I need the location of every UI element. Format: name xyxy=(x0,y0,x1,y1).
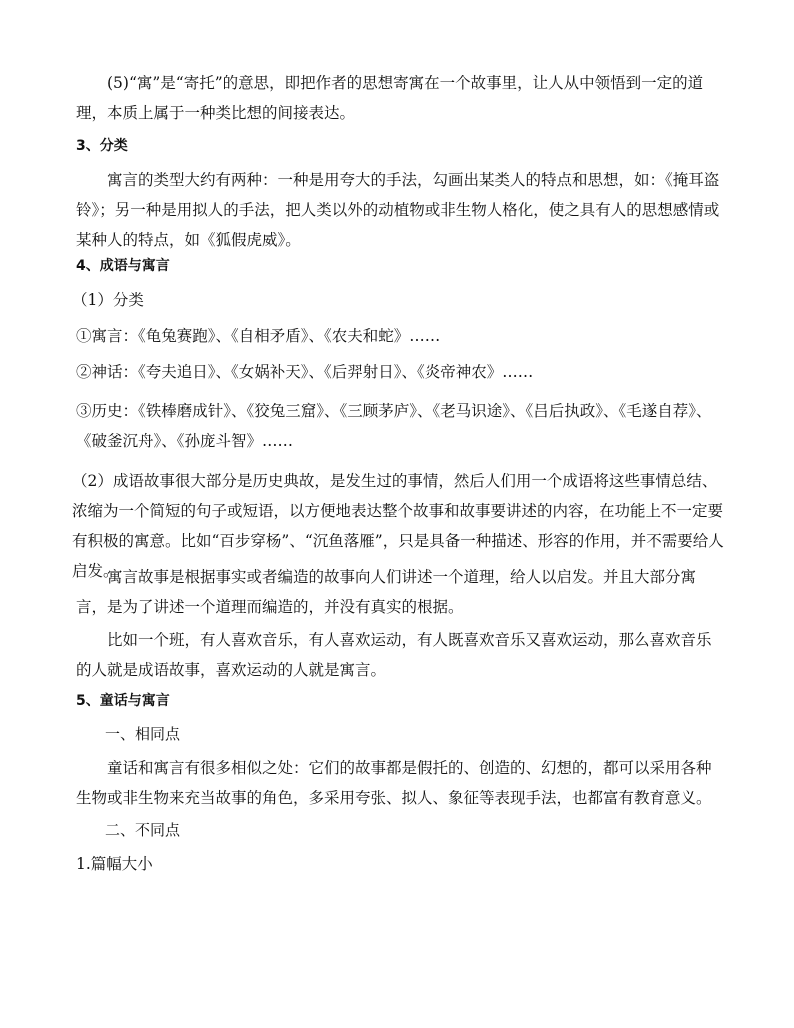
section-5-sub-2: 二、不同点 xyxy=(105,821,181,839)
section-4-sub-1: （1）分类 xyxy=(72,291,144,309)
section-5-heading: 5、童话与寓言 xyxy=(76,693,170,709)
section-5-sub-1: 一、相同点 xyxy=(105,725,181,743)
section-4-paragraph-2: 寓言故事是根据事实或者编造的故事向人们讲述一个道理，给人以启发。并且大部分寓言，是为了讲述一个道理而编造的，并没有真实的根据。 xyxy=(76,568,697,616)
section-4-sub-2: （2）成语故事很大部分是历史典故，是发生过的事情，然后人们用一个成语将这些事情总结、浓缩为一个简短的句子或短语，以方便地表达整个故事和故事要讲述的内容，在功能上不一定要有积极的寓意。比如“百步穿杨”、“沉鱼落雁”，只是具备一种描述、形容的作用，并不需要给人启发。 xyxy=(72,472,724,580)
section-5-item-1: 1.篇幅大小 xyxy=(76,855,153,873)
list-item-history: ③历史：《铁棒磨成针》、《狡兔三窟》、《三顾茅庐》、《老马识途》、《吕后执政》、《毛遂自荐》、《破釜沉舟》、《孙庞斗智》…… xyxy=(76,402,712,450)
paragraph-5: (5)“寓”是“寄托”的意思，即把作者的思想寄寓在一个故事里，让人从中领悟到一定的道理，本质上属于一种类比想的间接表达。 xyxy=(76,74,704,122)
section-4-heading: 4、成语与寓言 xyxy=(76,258,170,274)
list-item-myths: ②神话：《夸夫追日》、《女娲补天》、《后羿射日》、《炎帝神农》…… xyxy=(76,363,534,381)
section-4-paragraph-3: 比如一个班，有人喜欢音乐，有人喜欢运动，有人既喜欢音乐又喜欢运动，那么喜欢音乐的人就是成语故事，喜欢运动的人就是寓言。 xyxy=(76,631,712,679)
section-3-text: 寓言的类型大约有两种：一种是用夸大的手法，勾画出某类人的特点和思想，如：《掩耳盗铃》；另一种是用拟人的手法，把人类以外的动植物或非生物人格化，使之具有人的思想感情或某种人的特点，如《狐假虎威》。 xyxy=(76,171,720,249)
section-5-text: 童话和寓言有很多相似之处：它们的故事都是假托的、创造的、幻想的，都可以采用各种生物或非生物来充当故事的角色，多采用夸张、拟人、象征等表现手法，也都富有教育意义。 xyxy=(76,759,712,807)
section-3-heading: 3、分类 xyxy=(76,138,128,154)
list-item-fables: ①寓言：《龟兔赛跑》、《自相矛盾》、《农夫和蛇》…… xyxy=(76,327,441,345)
